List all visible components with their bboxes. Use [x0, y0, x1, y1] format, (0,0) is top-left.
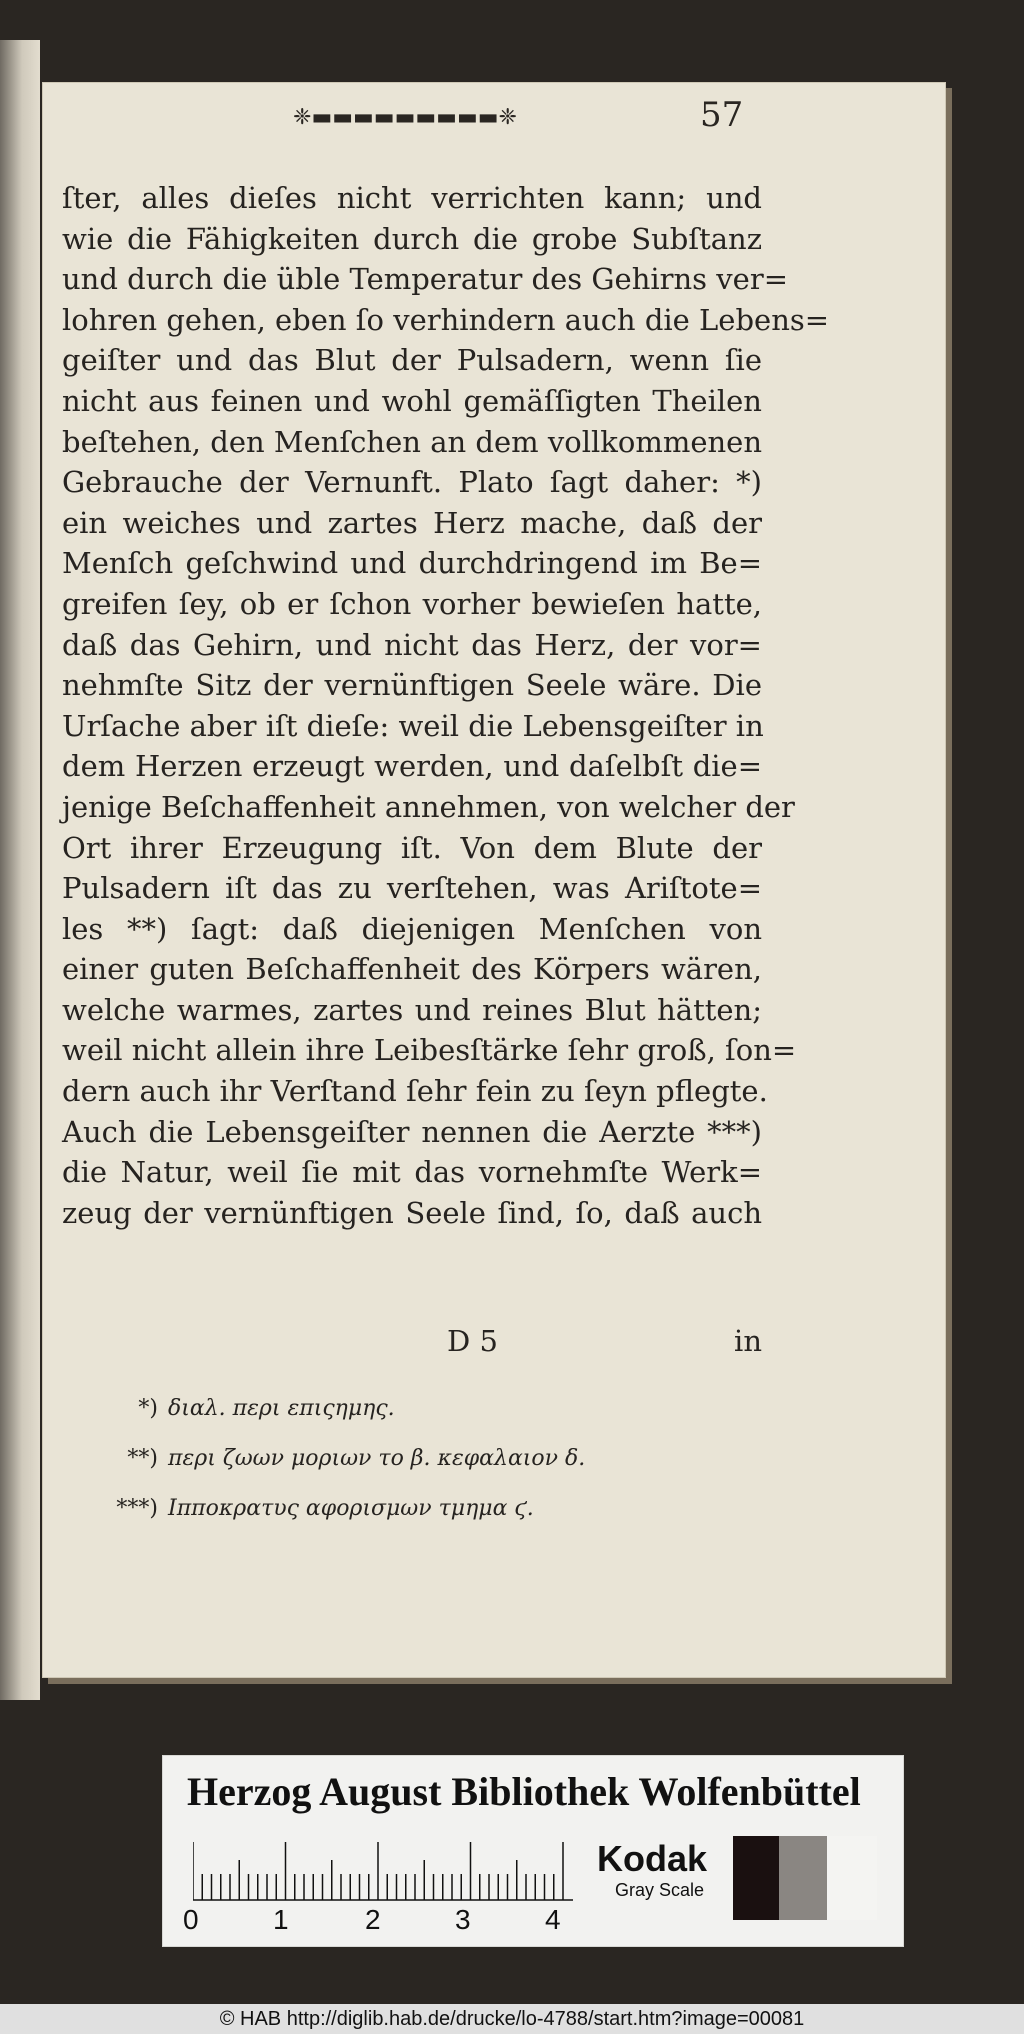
text-line: die Natur, weil ſie mit das vornehmſte Werk= [62, 1155, 762, 1190]
footnote-mark: **) [127, 1446, 158, 1471]
text-line: nicht aus feinen und wohl gemäſſigten Theilen [62, 383, 762, 418]
footnote [70, 1384, 770, 1434]
text-line: Pulsadern iſt das zu verſtehen, was Ariſtote= [62, 871, 762, 906]
footnote-mark: ***) [116, 1496, 158, 1521]
footnote-text: Ιπποκρατυς αφορισμων τμημα ϛ. [168, 1496, 534, 1521]
text-line: dern auch ihr Verſtand ſehr fein zu ſeyn pflegte. [62, 1074, 768, 1109]
gray-patch-dark [733, 1836, 779, 1920]
footnote-mark: *) [138, 1396, 158, 1421]
text-line: Ort ihrer Erzeugung iſt. Von dem Blute der [62, 830, 762, 865]
text-line: geiſter und das Blut der Pulsadern, wenn ſie [62, 343, 762, 378]
ruler-number: 2 [365, 1904, 381, 1935]
footnote [70, 1484, 770, 1534]
grayscale-label: Gray Scale [615, 1880, 705, 1900]
text-line: und durch die üble Temperatur des Gehirns ver= [62, 262, 788, 297]
text-line: lohren gehen, eben ſo verhindern auch die Lebens= [62, 302, 830, 337]
header-ornament: ❈▬▬▬▬▬▬▬▬▬❈ [293, 105, 517, 130]
text-line: einer guten Beſchaffenheit des Körpers wären, [62, 952, 762, 987]
gray-patch-light [827, 1836, 877, 1920]
text-line: Urſache aber iſt dieſe: weil die Lebensgeiſter in [62, 708, 764, 743]
text-line: Gebrauche der Vernunft. Plato ſagt daher: *) [62, 465, 762, 500]
body-text [62, 178, 830, 1233]
text-line: daß das Gehirn, und nicht das Herz, der vor= [62, 627, 762, 662]
footnote-text: περι ζωων μοριων το β. κεφαλαιον δ. [168, 1446, 586, 1471]
text-line: wie die Fähigkeiten durch die grobe Subſtanz [62, 221, 762, 256]
ruler-number: 3 [455, 1904, 471, 1935]
text-line: beſtehen, den Menſchen an dem vollkommenen [62, 424, 762, 459]
ruler-number: 4 [545, 1904, 561, 1935]
library-name: Herzog August Bibliothek Wolfenbüttel [187, 1769, 861, 1814]
color-calibration-card [162, 1755, 904, 1947]
footnote-text: διαλ. περι επιςημης. [168, 1396, 395, 1421]
facing-page-edge [0, 40, 40, 1700]
ruler-scale [193, 1842, 573, 1902]
ruler-number: 0 [183, 1904, 199, 1935]
text-line: greifen ſey, ob er ſchon vorher bewieſen hatte, [62, 586, 762, 621]
text-line: weil nicht allein ihre Leibesſtärke ſehr groß, ſon= [62, 1033, 797, 1068]
signature-mark: D 5 [447, 1324, 498, 1358]
copyright-footer: © HAB http://diglib.hab.de/drucke/lo-4788/start.htm?image=00081 [0, 2004, 1024, 2034]
text-line: dem Herzen erzeugt werden, und daſelbſt die= [62, 749, 762, 784]
ruler-number: 1 [273, 1904, 289, 1935]
page-number: 57 [700, 95, 744, 135]
gray-patch-mid [779, 1836, 827, 1920]
text-line: Auch die Lebensgeiſter nennen die Aerzte ***) [62, 1114, 762, 1149]
ruler-numbers [183, 1904, 593, 1938]
text-line: les **) ſagt: daß diejenigen Menſchen von [62, 911, 762, 946]
signature-row [62, 1324, 762, 1368]
text-line: zeug der vernünftigen Seele ſind, ſo, daß auch [62, 1195, 762, 1230]
kodak-logo: Kodak [597, 1838, 708, 1879]
catchword: in [734, 1324, 762, 1358]
text-line: welche warmes, zartes und reines Blut hätten; [62, 992, 762, 1027]
text-line: jenige Beſchaffenheit annehmen, von welcher der [62, 789, 795, 824]
text-line: ein weiches und zartes Herz mache, daß der [62, 505, 762, 540]
text-line: ſter, alles dieſes nicht verrichten kann; und [62, 181, 762, 215]
footnote [70, 1434, 770, 1484]
text-line: nehmſte Sitz der vernünftigen Seele wäre. Die [62, 668, 762, 703]
text-line: Menſch geſchwind und durchdringend im Be= [62, 546, 762, 581]
footnotes [70, 1384, 770, 1534]
